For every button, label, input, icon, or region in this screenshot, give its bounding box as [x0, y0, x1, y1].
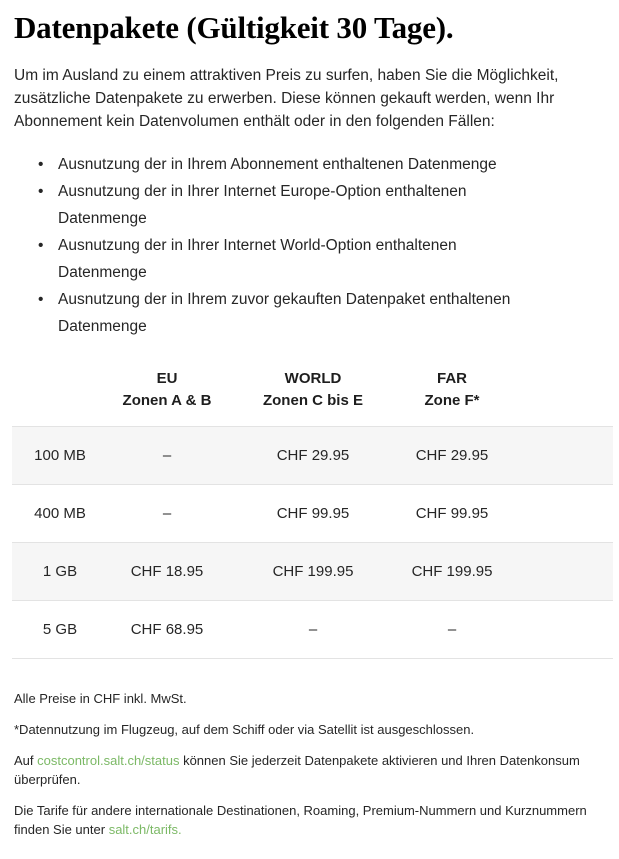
price-cell-world: –	[308, 621, 318, 638]
price-cell-eu: –	[162, 447, 172, 464]
column-header-spacer	[504, 368, 613, 427]
spacer-cell	[504, 601, 613, 659]
table-row	[12, 485, 613, 543]
list-item	[38, 232, 543, 286]
list-item	[38, 151, 543, 178]
table-row	[12, 601, 613, 659]
footnote-tarifs-pre: Die Tarife für andere internationale Destinationen, Roaming, Premium-Nummern und Kurznummern finden Sie unter	[14, 803, 587, 837]
list-item-text: Ausnutzung der in Ihrem zuvor gekauften Datenpaket enthaltenen Datenmenge	[58, 291, 511, 335]
pricing-table	[12, 368, 613, 659]
column-header-eu: EU Zonen A & B	[108, 368, 226, 427]
price-cell-world: CHF 99.95	[276, 505, 350, 522]
spacer-cell	[504, 485, 613, 543]
price-cell-far: CHF 29.95	[415, 447, 489, 464]
price-cell-world: CHF 199.95	[272, 563, 354, 580]
usage-cases-list	[38, 151, 605, 340]
column-header-world: WORLD Zonen C bis E	[226, 368, 400, 427]
footnote-tarifs	[14, 801, 605, 839]
costcontrol-link[interactable]: costcontrol.salt.ch/status	[37, 753, 180, 768]
list-item-text: Ausnutzung der in Ihrem Abonnement enthaltenen Datenmenge	[58, 156, 497, 173]
table-header-row	[12, 368, 613, 427]
package-size-label: 400 MB	[34, 505, 86, 522]
table-row	[12, 543, 613, 601]
footnotes	[14, 689, 605, 839]
price-cell-eu: CHF 18.95	[130, 563, 204, 580]
package-size-label: 5 GB	[42, 621, 78, 638]
footnote-costcontrol-post: können Sie jederzeit Datenpakete aktivieren und Ihren Datenkonsum überprüfen.	[14, 753, 580, 787]
price-cell-far: CHF 99.95	[415, 505, 489, 522]
price-cell-eu: –	[162, 505, 172, 522]
intro-paragraph: Um im Ausland zu einem attraktiven Preis zu surfen, haben Sie die Möglichkeit, zusätzliche Datenpakete zu erwerben. Diese können gekauft werden, wenn Ihr Abonnement kein Datenvolumen enthält oder in den folgenden Fällen:	[14, 67, 559, 130]
list-item-text: Ausnutzung der in Ihrer Internet World-Option enthaltenen Datenmenge	[58, 237, 457, 281]
bullet-icon: •	[38, 183, 44, 200]
price-cell-far: –	[447, 621, 457, 638]
column-header-far: FAR Zone F*	[400, 368, 504, 427]
footnote-costcontrol	[14, 751, 605, 789]
bullet-icon: •	[38, 291, 44, 308]
table-row	[12, 427, 613, 485]
bullet-icon: •	[38, 156, 44, 173]
spacer-cell	[504, 427, 613, 485]
footnote-costcontrol-pre: Auf	[14, 753, 38, 768]
tarifs-link[interactable]: salt.ch/tarifs.	[108, 822, 182, 837]
spacer-cell	[504, 543, 613, 601]
page-title: Datenpakete (Gültigkeit 30 Tage).	[14, 10, 454, 45]
price-cell-eu: CHF 68.95	[130, 621, 204, 638]
list-item	[38, 178, 543, 232]
package-size-label: 100 MB	[34, 447, 86, 464]
list-item	[38, 286, 543, 340]
bullet-icon: •	[38, 237, 44, 254]
list-item-text: Ausnutzung der in Ihrer Internet Europe-Option enthaltenen Datenmenge	[58, 183, 467, 227]
package-size-label: 1 GB	[42, 563, 78, 580]
price-cell-far: CHF 199.95	[411, 563, 493, 580]
price-cell-world: CHF 29.95	[276, 447, 350, 464]
column-header-empty	[12, 368, 108, 427]
footnote-vat: Alle Preise in CHF inkl. MwSt.	[14, 691, 187, 706]
footnote-asterisk: *Datennutzung im Flugzeug, auf dem Schiff oder via Satellit ist ausgeschlossen.	[14, 722, 475, 737]
